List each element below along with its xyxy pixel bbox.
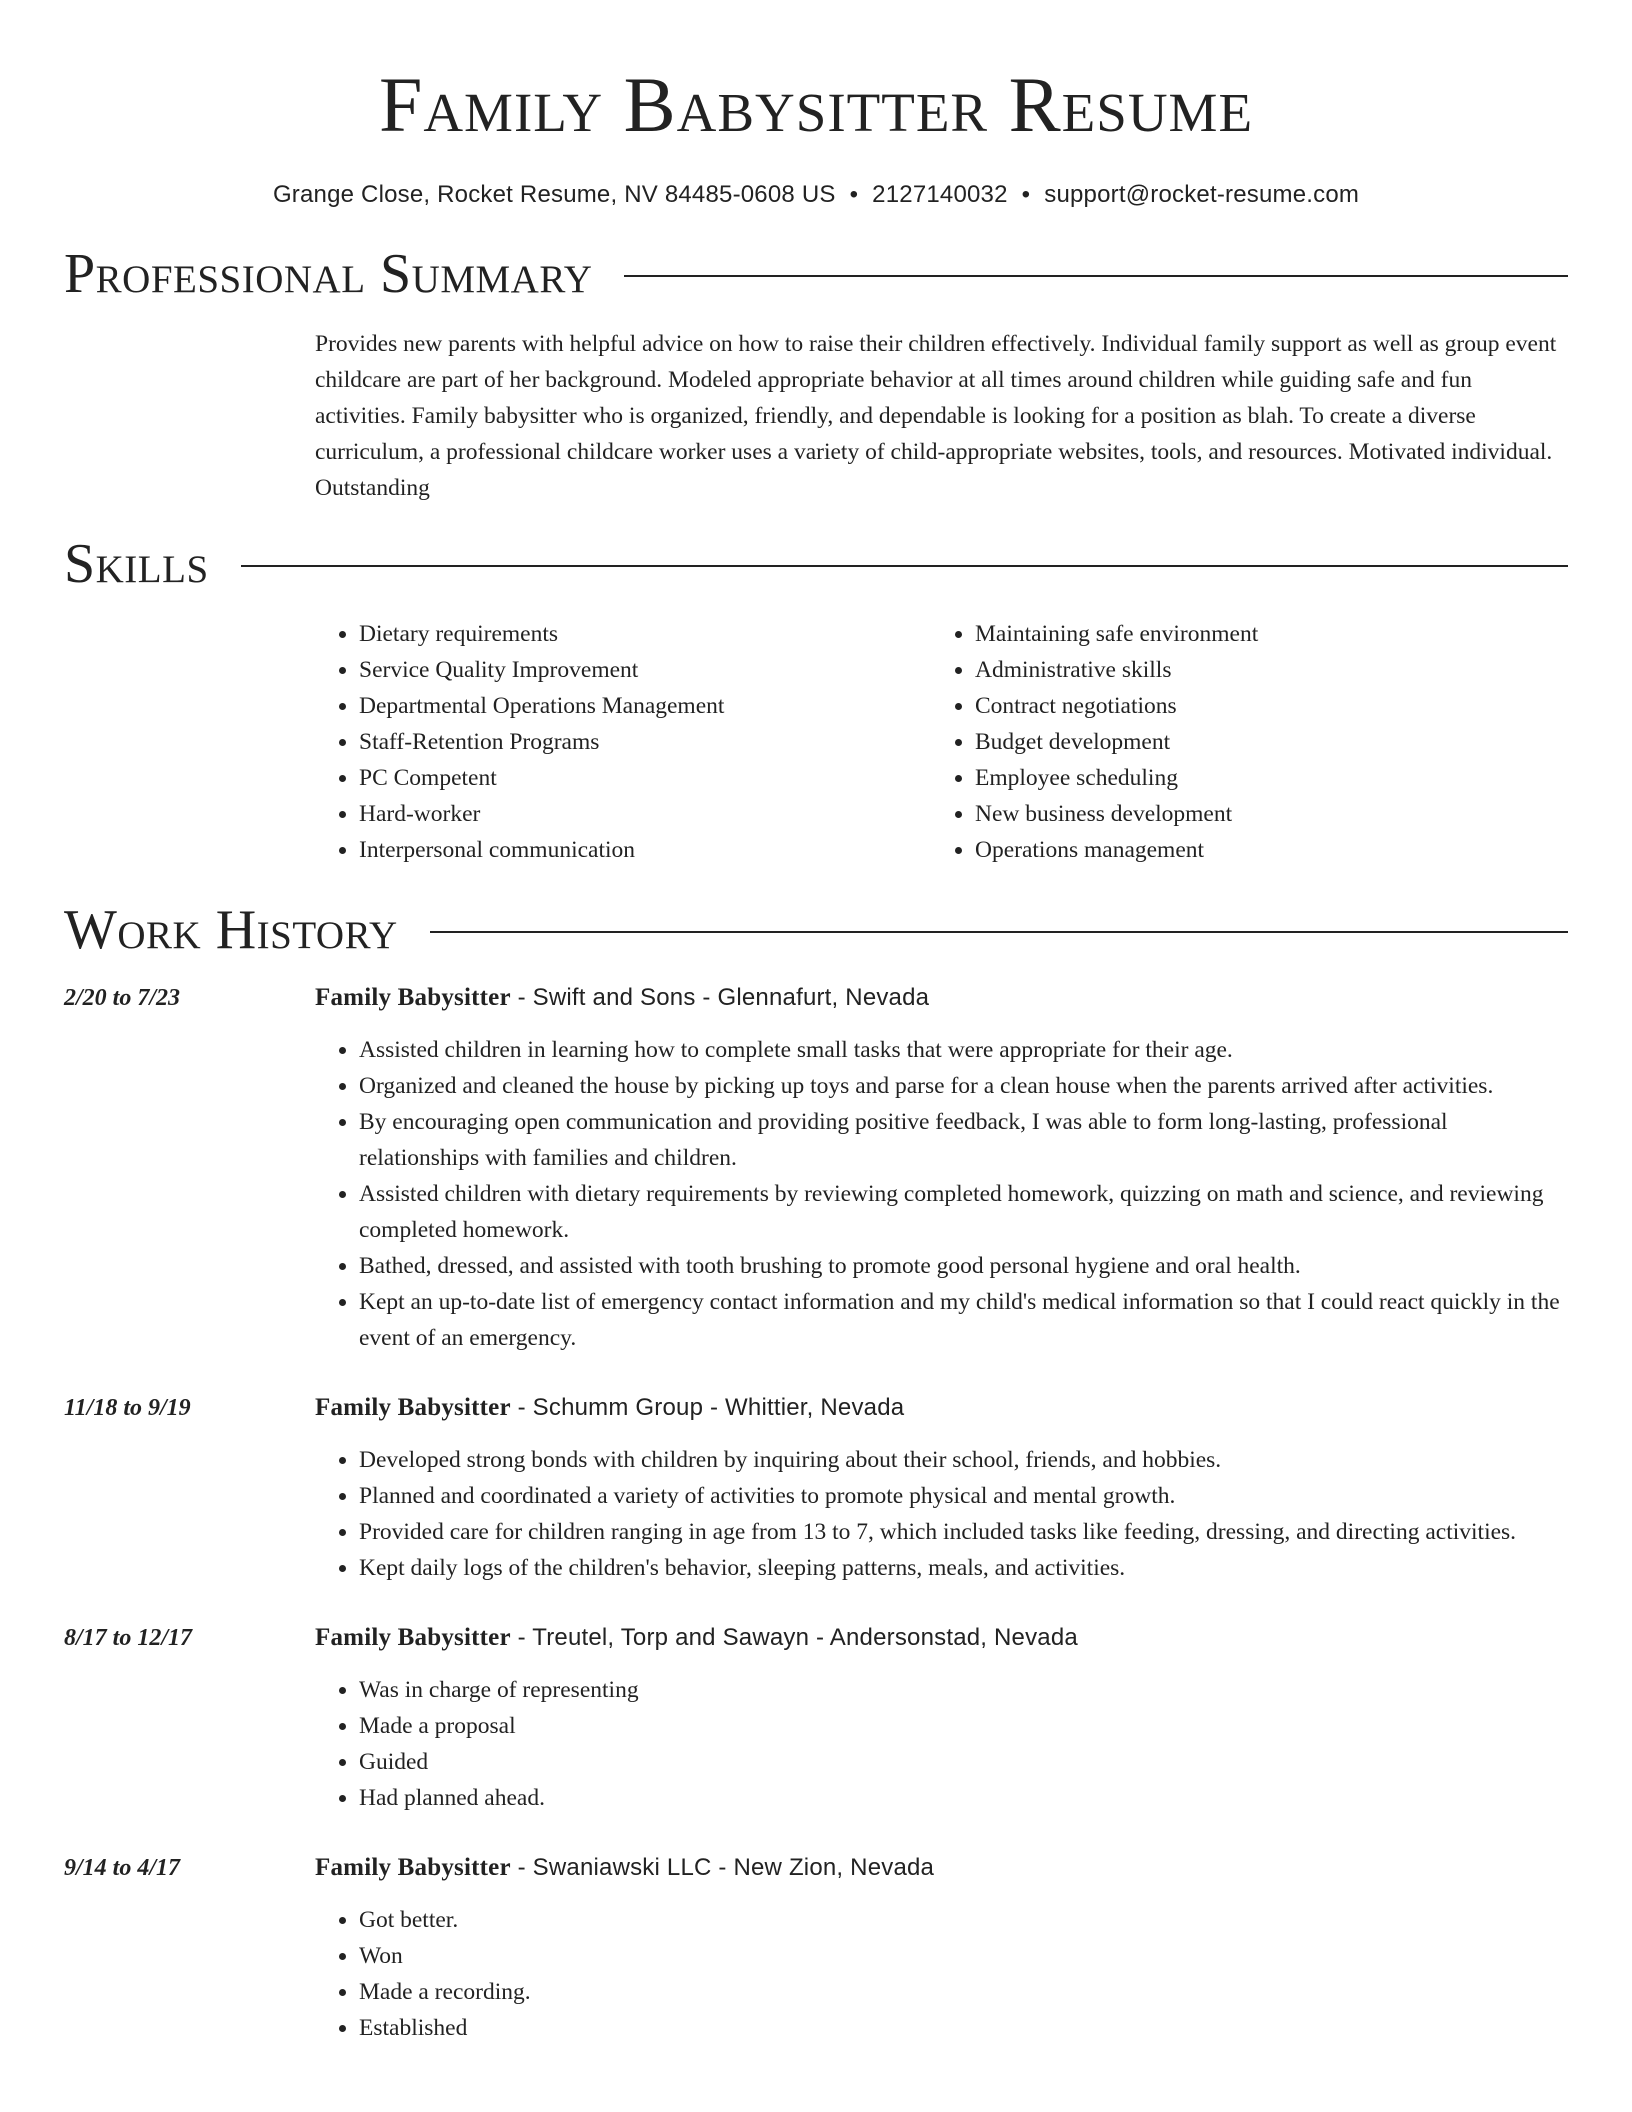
contact-separator: • — [849, 181, 859, 208]
job-bullet: • Kept daily logs of the children's behavior, sleeping patterns, meals, and activities. — [359, 1550, 1568, 1586]
job-bullet: • Was in charge of representing — [359, 1672, 1568, 1708]
job-bullet: • Had planned ahead. — [359, 1780, 1568, 1816]
work-heading: Work History — [64, 899, 398, 961]
skill-item: • Operations management — [975, 832, 1568, 868]
summary-heading: Professional Summary — [64, 243, 593, 305]
job-entry — [64, 1390, 1568, 1586]
job-dates: 11/18 to 9/19 — [64, 1395, 191, 1421]
job-bullet: • Developed strong bonds with children by inquiring about their school, friends, and hobbies. — [359, 1442, 1568, 1478]
job-details: - Swaniawski LLC - New Zion, Nevada — [510, 1854, 935, 1881]
section-divider — [624, 275, 1568, 277]
job-bullets — [315, 1672, 1568, 1816]
job-bullet: • Provided care for children ranging in age from 13 to 7, which included tasks like feeding, dressing, and directing activities. — [359, 1514, 1568, 1550]
job-bullet: • By encouraging open communication and providing positive feedback, I was able to form long-lasting, professional relationships with families and children. — [359, 1104, 1568, 1176]
skills-section-header — [64, 532, 1568, 596]
contact-line — [64, 180, 1568, 210]
contact-address: Grange Close, Rocket Resume, NV 84485-0608 US — [272, 181, 836, 208]
work-section-header — [64, 898, 1568, 962]
job-title-line — [315, 1850, 1568, 1886]
job-bullet: • Organized and cleaned the house by picking up toys and parse for a clean house when the parents arrived after activities. — [359, 1068, 1568, 1104]
job-entry — [64, 1620, 1568, 1816]
job-role: Family Babysitter — [315, 1854, 511, 1881]
job-dates: 8/17 to 12/17 — [64, 1625, 193, 1651]
summary-text: Provides new parents with helpful advice on how to raise their children effectively. Individual family support as well as group event childcare are part of her background. Modeled appropriate behavior at all times around children while guiding safe and fun activities. Family babysitter who is organized, friendly, and dependable is looking for a position as blah. To create a diverse curriculum, a professional childcare worker uses a variety of child-appropriate websites, tools, and resources. Motivated individual. Outstanding — [315, 331, 1557, 501]
job-body — [315, 980, 1568, 1356]
skill-item: • Interpersonal communication — [359, 832, 931, 868]
job-dates: 9/14 to 4/17 — [64, 1855, 181, 1881]
job-bullet: • Made a recording. — [359, 1974, 1568, 2010]
job-entry — [64, 1850, 1568, 2046]
job-bullet: • Got better. — [359, 1902, 1568, 1938]
job-body — [315, 1620, 1568, 1816]
job-details: - Treutel, Torp and Sawayn - Andersonstad, Nevada — [510, 1624, 1078, 1651]
skill-item: • PC Competent — [359, 760, 931, 796]
job-bullet: • Made a proposal — [359, 1708, 1568, 1744]
job-body — [315, 1850, 1568, 2046]
skill-item: • Hard-worker — [359, 796, 931, 832]
job-bullets — [315, 1902, 1568, 2046]
summary-section-header — [64, 242, 1568, 306]
skill-item: • Administrative skills — [975, 652, 1568, 688]
job-bullets — [315, 1442, 1568, 1586]
skill-item: • New business development — [975, 796, 1568, 832]
job-bullet: • Planned and coordinated a variety of activities to promote physical and mental growth. — [359, 1478, 1568, 1514]
skills-column-left — [315, 616, 931, 868]
job-bullet: • Established — [359, 2010, 1568, 2046]
job-details: - Schumm Group - Whittier, Nevada — [510, 1394, 905, 1421]
job-bullet: • Kept an up-to-date list of emergency contact information and my child's medical information so that I could react quickly in the event of an emergency. — [359, 1284, 1568, 1356]
skill-item: • Service Quality Improvement — [359, 652, 931, 688]
resume-title: Family Babysitter Resume — [378, 61, 1254, 148]
job-bullet: • Assisted children with dietary requirements by reviewing completed homework, quizzing on math and science, and reviewing completed homework. — [359, 1176, 1568, 1248]
contact-email: support@rocket-resume.com — [1044, 181, 1360, 208]
job-bullet: • Won — [359, 1938, 1568, 1974]
job-details: - Swift and Sons - Glennafurt, Nevada — [510, 984, 930, 1011]
job-role: Family Babysitter — [315, 1624, 511, 1651]
skill-item: • Dietary requirements — [359, 616, 931, 652]
skills-column-right — [931, 616, 1568, 868]
job-title-line — [315, 980, 1568, 1016]
skill-item: • Staff-Retention Programs — [359, 724, 931, 760]
skill-item: • Employee scheduling — [975, 760, 1568, 796]
skill-item: • Contract negotiations — [975, 688, 1568, 724]
job-dates: 2/20 to 7/23 — [64, 985, 181, 1011]
job-bullet: • Assisted children in learning how to complete small tasks that were appropriate for their age. — [359, 1032, 1568, 1068]
job-title-line — [315, 1620, 1568, 1656]
section-divider — [430, 931, 1568, 933]
contact-phone: 2127140032 — [872, 181, 1008, 208]
job-bullets — [315, 1032, 1568, 1356]
skills-list — [315, 616, 1568, 868]
job-body — [315, 1390, 1568, 1586]
skill-item: • Maintaining safe environment — [975, 616, 1568, 652]
skills-heading: Skills — [64, 533, 209, 595]
job-role: Family Babysitter — [315, 1394, 511, 1421]
job-title-line — [315, 1390, 1568, 1426]
job-bullet: • Bathed, dressed, and assisted with tooth brushing to promote good personal hygiene and oral health. — [359, 1248, 1568, 1284]
job-entry — [64, 980, 1568, 1356]
job-role: Family Babysitter — [315, 984, 511, 1011]
skill-item: • Budget development — [975, 724, 1568, 760]
skill-item: • Departmental Operations Management — [359, 688, 931, 724]
contact-separator: • — [1021, 181, 1031, 208]
section-divider — [241, 565, 1568, 567]
job-bullet: • Guided — [359, 1744, 1568, 1780]
